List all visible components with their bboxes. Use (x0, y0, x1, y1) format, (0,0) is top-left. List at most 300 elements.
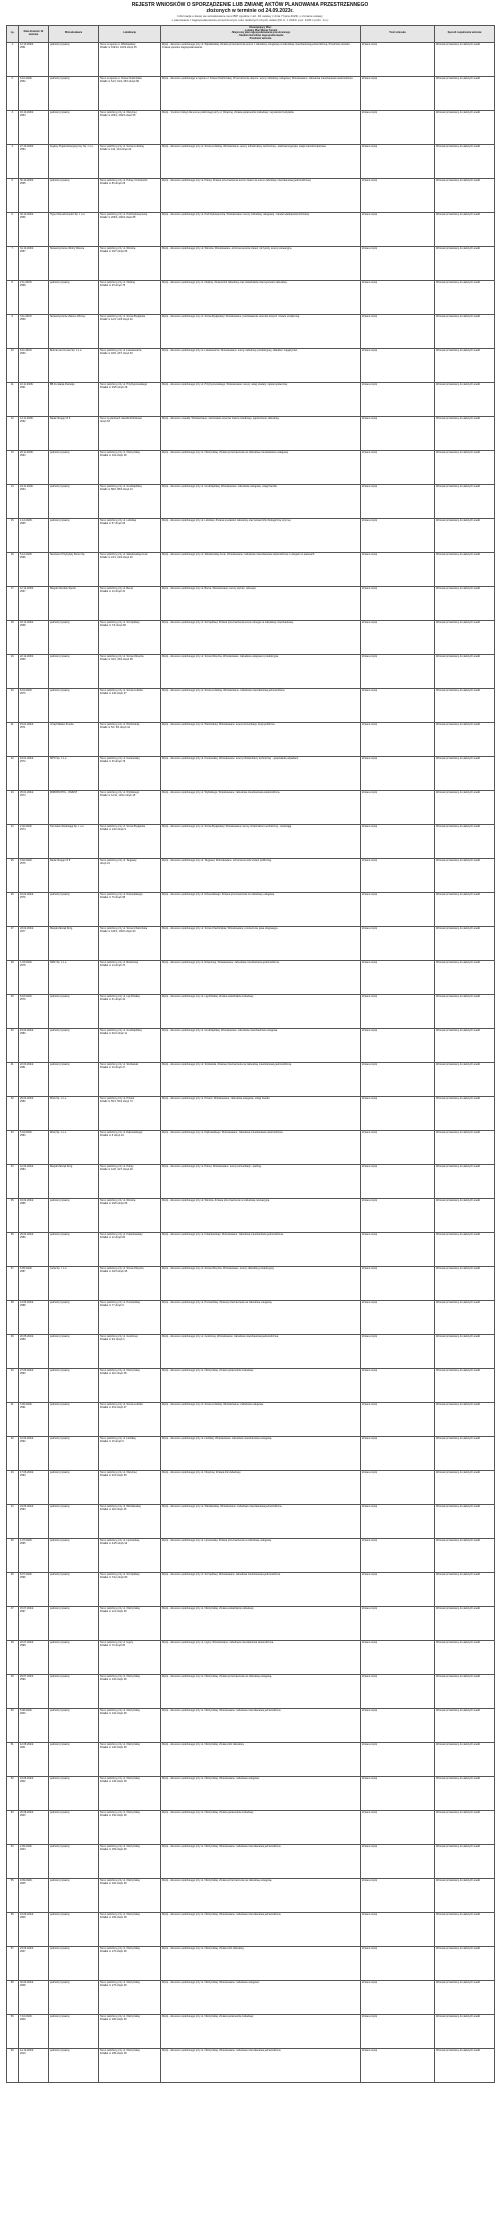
table-row (7, 688, 495, 722)
row-plots: Działki nr 24/1, 24/2 obręb 20 (100, 556, 133, 560)
cell-applicant (49, 1912, 99, 1946)
row-method: Wniosek przekazany do dalszych analiz (436, 281, 481, 285)
row-number: 2583 (20, 1134, 26, 1138)
row-plots: Działka nr 150 obręb 38 (100, 1814, 127, 1818)
row-scope: Mpzp - dla terenu położonego przy ul. Olsztyńskiej. Zmiana wskaźników zabudowy. (162, 1607, 255, 1611)
row-applicant: podmiot prywatny (50, 1369, 70, 1373)
cell-lp (7, 1368, 19, 1402)
row-content: Zmiana mpzp (362, 179, 378, 183)
cell-lp (7, 450, 19, 484)
cell-content (361, 1028, 435, 1062)
cell-method (435, 1912, 495, 1946)
row-content: Zmiana mpzp (362, 485, 378, 489)
row-number: 2579 (20, 998, 26, 1002)
cell-date (19, 1368, 49, 1402)
row-number: 2566 (20, 556, 26, 560)
cell-applicant (49, 688, 99, 722)
cell-lp (7, 2014, 19, 2048)
row-plots: Działka nr 104 obręb 38 (100, 454, 127, 458)
row-method: Wniosek przekazany do dalszych analiz (436, 859, 481, 863)
row-content: Zmiana mpzp (362, 553, 378, 557)
cell-lp (7, 1334, 19, 1368)
row-lp: 19. (10, 655, 15, 659)
table-row (7, 1776, 495, 1810)
row-content: Zmiana mpzp (362, 519, 378, 523)
cell-applicant (49, 212, 99, 246)
row-lp: 27. (10, 927, 15, 931)
cell-lp (7, 1504, 19, 1538)
table-row (7, 1334, 495, 1368)
cell-method (435, 620, 495, 654)
row-applicant: podmiot prywatny (50, 1335, 70, 1339)
row-scope: Mpzp - dla terenu położonego przy ul. Szczęśliwej. Wnioskowane: zabudowa mieszkaniowa jednorodzinna. (162, 1573, 281, 1577)
cell-method (435, 858, 495, 892)
cell-scope (161, 994, 361, 1028)
cell-scope (161, 1572, 361, 1606)
cell-location (99, 960, 161, 994)
cell-date (19, 110, 49, 144)
cell-applicant (49, 790, 99, 824)
cell-applicant (49, 110, 99, 144)
row-lp: 10. (10, 349, 15, 353)
cell-applicant (49, 1878, 99, 1912)
row-date: 6.05.2024r. (20, 1267, 33, 1271)
header-applicant: Wnioskodawca (49, 26, 99, 43)
row-applicant: Hyper Nieruchomości Sp. z o.o. (50, 213, 86, 217)
row-lp: 48. (10, 1641, 15, 1645)
cell-method (435, 1538, 495, 1572)
row-lp: 14. (10, 485, 15, 489)
cell-date (19, 824, 49, 858)
cell-scope (161, 1164, 361, 1198)
cell-scope (161, 1402, 361, 1436)
row-content: Zmiana mpzp (362, 1199, 378, 1203)
table-row (7, 1436, 495, 1470)
row-location: Teren położony przy ul. Wschodniej (100, 723, 140, 727)
cell-lp (7, 756, 19, 790)
cell-scope (161, 1130, 361, 1164)
row-content: Zmiana mpzp (362, 723, 378, 727)
row-scope: Mpzp - dla terenu położonego przy ul. Polnej. Wnioskowane: tereny komunikacji - parking. (162, 1165, 262, 1169)
row-location: Teren położony przy ul. Olsztyńskiej (100, 1675, 140, 1679)
row-location: Teren położony przy ul. Olsztyńskiej (100, 1709, 140, 1713)
row-method: Wniosek przekazany do dalszych analiz (436, 1097, 481, 1101)
cell-content (361, 416, 435, 450)
row-applicant: podmiot prywatny (50, 43, 70, 47)
row-location: Teren położony przy ul. Olsztyńskiej (100, 2049, 140, 2053)
row-location: Teren położony przy ul. Olsztyńskiej (100, 1811, 140, 1815)
row-lp: 37. (10, 1267, 15, 1271)
row-applicant: Bulman and Lucas Sp. z o.o. (50, 349, 82, 353)
row-content: Zmiana mpzp (362, 77, 378, 81)
row-lp: 7. (11, 247, 14, 251)
row-method: Wniosek przekazany do dalszych analiz (436, 451, 481, 455)
row-content: Zmiana mpzp (362, 349, 378, 353)
table-row (7, 654, 495, 688)
row-scope: Mpzp - dla terenu położonego przy ul. Szosa Lubickiej. Wnioskowane: zabudowa usługowa. (162, 1403, 264, 1407)
cell-location (99, 552, 161, 586)
row-applicant: podmiot prywatny (50, 1573, 70, 1577)
cell-scope (161, 1470, 361, 1504)
cell-content (361, 1402, 435, 1436)
row-method: Wniosek przekazany do dalszych analiz (436, 791, 481, 795)
row-lp: 32. (10, 1097, 15, 1101)
cell-lp (7, 654, 19, 688)
cell-content (361, 1776, 435, 1810)
cell-scope (161, 756, 361, 790)
row-content: Zmiana mpzp (362, 2049, 378, 2053)
row-plots: Działka nr 240 obręb 67 (100, 692, 127, 696)
row-location: Teren położony przy ul. Olsztyńskiej (100, 1913, 140, 1917)
row-date: 29.07.2024r. (20, 1675, 34, 1679)
cell-content (361, 722, 435, 756)
cell-method (435, 450, 495, 484)
row-plots: Działka nr 62/4 obręb 11 (100, 1032, 128, 1036)
row-location: Teren w rejonie ul. Szosa Chełmińska (100, 77, 142, 81)
row-number: 2598 (20, 1644, 26, 1648)
document-note (6, 15, 494, 22)
cell-method (435, 246, 495, 280)
cell-content (361, 1878, 435, 1912)
row-plots: Działki nr 33/1, 33/2 obręb 95 (100, 658, 133, 662)
row-scope: Mpzp - dla terenu położonego przy ul. Szosa Okrężna. Wnioskowane: tereny zabudowy produkcyjnej. (162, 1267, 275, 1271)
row-number: 2553 (20, 114, 26, 118)
row-plots: Działka nr 29/9 obręb 86 (100, 1202, 128, 1206)
cell-location (99, 1504, 161, 1538)
row-content: Zmiana mpzp (362, 213, 378, 217)
row-number: 2570 (20, 692, 26, 696)
row-date: 5.04.2024r. (20, 1131, 33, 1135)
cell-method (435, 280, 495, 314)
cell-date (19, 654, 49, 688)
row-applicant: podmiot prywatny (50, 2015, 70, 2019)
table-row (7, 824, 495, 858)
row-plots: Działki nr 61/1, 61/2, 66/3 obręb 89 (100, 80, 139, 84)
cell-content (361, 2048, 435, 2082)
cell-scope (161, 348, 361, 382)
row-number: 2588 (20, 1304, 26, 1308)
cell-lp (7, 144, 19, 178)
table-row (7, 314, 495, 348)
cell-lp (7, 1912, 19, 1946)
cell-lp (7, 1946, 19, 1980)
row-date: 27.05.2024r. (20, 1369, 34, 1373)
table-row (7, 1062, 495, 1096)
row-method: Wniosek przekazany do dalszych analiz (436, 1709, 481, 1713)
row-content: Zmiana mpzp (362, 1947, 378, 1951)
row-lp: 55. (10, 1879, 15, 1883)
row-location: Teren położony przy ul. Szosa Okrężna (100, 1267, 144, 1271)
table-row (7, 178, 495, 212)
cell-location (99, 1810, 161, 1844)
cell-lp (7, 1436, 19, 1470)
cell-content (361, 892, 435, 926)
row-location: Teren położony przy ul. Poznańskiej (100, 1301, 140, 1305)
row-method: Wniosek przekazany do dalszych analiz (436, 179, 481, 183)
cell-scope (161, 1606, 361, 1640)
table-header-row (7, 26, 495, 43)
cell-applicant (49, 1708, 99, 1742)
table-row (7, 484, 495, 518)
row-scope: Mpzp - dla terenu położonego przy ul. Ligi Polskiej. Zmiana wskaźników zabudowy. (162, 995, 254, 999)
row-date: 18.12.2023r. (20, 621, 34, 625)
row-location: Teren położony przy ul. Szosa Lubicka (100, 689, 143, 693)
table-row (7, 416, 495, 450)
row-applicant: MIRDOM POL - INVEST (50, 791, 78, 795)
cell-content (361, 1742, 435, 1776)
cell-lp (7, 1606, 19, 1640)
cell-lp (7, 382, 19, 416)
row-lp: 52. (10, 1777, 15, 1781)
cell-content (361, 620, 435, 654)
cell-method (435, 756, 495, 790)
row-location: Teren położony przy ul. Włocławskiej (100, 1505, 141, 1509)
cell-method (435, 2048, 495, 2082)
cell-lp (7, 552, 19, 586)
cell-date (19, 450, 49, 484)
row-lp: 26. (10, 893, 15, 897)
document-subtitle: złożonych w terminie od 24.09.2023r. (206, 7, 294, 14)
row-content: Zmiana mpzp (362, 1437, 378, 1441)
cell-applicant (49, 1096, 99, 1130)
row-lp: 28. (10, 961, 15, 965)
row-content: Zmiana mpzp (362, 1097, 378, 1101)
cell-method (435, 1606, 495, 1640)
cell-date (19, 1334, 49, 1368)
row-lp: 9. (11, 315, 14, 319)
row-applicant: podmiot prywatny (50, 179, 70, 183)
row-date: 6.10.2023r. (20, 77, 33, 81)
cell-date (19, 280, 49, 314)
cell-content (361, 994, 435, 1028)
row-content: Zmiana mpzp (362, 927, 378, 931)
row-plots: Działka nr 44/5 obręb 92 (100, 1542, 128, 1546)
row-date: 31.10.2023r. (20, 247, 34, 251)
cell-content (361, 1300, 435, 1334)
cell-location (99, 824, 161, 858)
cell-applicant (49, 450, 99, 484)
cell-location (99, 76, 161, 110)
row-location: Teren położony przy ul. Olsztyńskiej (100, 2015, 140, 2019)
row-number: 2560 (20, 352, 26, 356)
cell-content (361, 1470, 435, 1504)
row-location: Teren położony przy ul. Skłodowskiej-Curie (100, 553, 148, 557)
row-plots: Działka nr 7/12 obręb 80 (100, 1576, 128, 1580)
cell-lp (7, 1096, 19, 1130)
row-number: 2561 (20, 386, 26, 390)
cell-method (435, 1572, 495, 1606)
row-scope: Mpzp - dla terenu położonego w rejonie ul. Szosa Chełmińskiej. Przeznaczenie obecne: tereny zabudowy usługowej. Wnioskowane: zabudowa mieszkaniowa wielorodzinna. (162, 77, 354, 81)
cell-method (435, 1742, 495, 1776)
row-method: Wniosek przekazany do dalszych analiz (436, 655, 481, 659)
cell-location (99, 1912, 161, 1946)
cell-date (19, 994, 49, 1028)
table-row (7, 76, 495, 110)
cell-location (99, 280, 161, 314)
row-scope: Mpzp - dla terenu osiedla. Wnioskowane: zachowanie terenów zieleni osiedlowej, ograniczenie zabudowy. (162, 417, 280, 421)
row-method: Wniosek przekazany do dalszych analiz (436, 893, 481, 897)
row-lp: 53. (10, 1811, 15, 1815)
row-applicant: podmiot prywatny (50, 1437, 70, 1441)
row-scope: Mpzp - dla terenu położonego przy ul. Olsztyńskiej. Wnioskowane: zabudowa mieszkaniowa jednorodzinna. (162, 1709, 282, 1713)
cell-scope (161, 790, 361, 824)
cell-content (361, 348, 435, 382)
header-scope-line: - Studium kierunków zagospodarowania (237, 34, 284, 38)
row-number: 2563 (20, 454, 26, 458)
cell-date (19, 1096, 49, 1130)
cell-lp (7, 212, 19, 246)
row-method: Wniosek przekazany do dalszych analiz (436, 383, 481, 387)
row-scope: Mpzp - dla terenu położonego przy ul. Olsztyńskiej. Zmiana przeznaczenia na zabudowę usługową. (162, 1675, 272, 1679)
cell-date (19, 518, 49, 552)
cell-lp (7, 1640, 19, 1674)
row-applicant: podmiot prywatny (50, 1879, 70, 1883)
cell-date (19, 1946, 49, 1980)
row-content: Zmiana mpzp (362, 655, 378, 659)
row-number: 2559 (20, 318, 26, 322)
row-scope: Mpzp - dla terenu położonego przy ul. Wschodniej. Wnioskowane: tereny komunikacji, drogi publiczne. (162, 723, 276, 727)
cell-content (361, 1980, 435, 2014)
row-plots: Działka nr 145 obręb 38 (100, 1780, 127, 1784)
cell-content (361, 1674, 435, 1708)
row-plots: Działka nr 251 obręb 67 (100, 1406, 127, 1410)
cell-applicant (49, 1266, 99, 1300)
row-method: Wniosek przekazany do dalszych analiz (436, 1437, 481, 1441)
cell-method (435, 1096, 495, 1130)
cell-applicant (49, 518, 99, 552)
cell-lp (7, 178, 19, 212)
row-scope: Mpzp - dla terenu położonego przy ul. Olsztyńskiej. Wnioskowane: zabudowa mieszkaniowa jednorodzinna. (162, 1845, 282, 1849)
row-method: Wniosek przekazany do dalszych analiz (436, 995, 481, 999)
row-content: Zmiana mpzp (362, 1165, 378, 1169)
row-number: 2562 (20, 420, 26, 424)
cell-date (19, 1504, 49, 1538)
row-location: Teren położony przy ul. Targowej (100, 859, 137, 863)
cell-location (99, 450, 161, 484)
row-content: Zmiana mpzp (362, 689, 378, 693)
cell-date (19, 1062, 49, 1096)
row-location: Teren położony przy ul. Wybickiego (100, 791, 140, 795)
table-row (7, 1674, 495, 1708)
row-method: Wniosek przekazany do dalszych analiz (436, 1131, 481, 1135)
cell-applicant (49, 1402, 99, 1436)
row-method: Wniosek przekazany do dalszych analiz (436, 1607, 481, 1611)
cell-lp (7, 1028, 19, 1062)
cell-lp (7, 2048, 19, 2082)
cell-method (435, 1674, 495, 1708)
row-content: Zmiana mpzp (362, 1063, 378, 1067)
row-date: 27.10.2023r. (20, 145, 34, 149)
cell-applicant (49, 1606, 99, 1640)
row-plots: Działka nr 1/22 obręb 9 (100, 828, 126, 832)
row-location: Teren położony przy ul. Grudziądzkiej (100, 485, 142, 489)
cell-content (361, 1810, 435, 1844)
row-number: 2557 (20, 250, 26, 254)
cell-applicant (49, 1844, 99, 1878)
row-date: 23.02.2024r. (20, 927, 34, 931)
cell-location (99, 212, 161, 246)
row-number: 2572 (20, 760, 26, 764)
cell-location (99, 42, 161, 76)
cell-location (99, 1232, 161, 1266)
row-number: 2551 (20, 46, 26, 50)
cell-method (435, 1878, 495, 1912)
row-lp: 31. (10, 1063, 15, 1067)
row-content: Zmiana mpzp (362, 1743, 378, 1747)
cell-date (19, 722, 49, 756)
cell-date (19, 1164, 49, 1198)
row-content: Zmiana mpzp (362, 1845, 378, 1849)
row-content: Zmiana mpzp (362, 757, 378, 761)
row-plots: Działka nr 165 obręb 38 (100, 1916, 127, 1920)
cell-applicant (49, 1300, 99, 1334)
row-method: Wniosek przekazany do dalszych analiz (436, 417, 481, 421)
row-lp: 44. (10, 1505, 15, 1509)
document-note-line: Informacja o danej we wnioskowane są w BIP zgodnie z art. 92 ustawy z dnia 7 lipca 2023r. o zmianie ustawy (177, 14, 323, 19)
cell-date (19, 1028, 49, 1062)
row-method: Wniosek przekazany do dalszych analiz (436, 1981, 481, 1985)
cell-location (99, 586, 161, 620)
row-number: 2576 (20, 896, 26, 900)
row-scope: Mpzp - dla terenu położonego przy ul. Poznańskiej. Zmiana przeznaczenia na zabudowę usługową. (162, 1301, 273, 1305)
row-scope: Mpzp - dla terenu położonego przy ul. Olsztyńskiej. Zmiana parametrów zabudowy. (162, 1369, 254, 1373)
row-method: Wniosek przekazany do dalszych analiz (436, 1743, 481, 1747)
row-lp: 41. (10, 1403, 15, 1407)
cell-applicant (49, 178, 99, 212)
row-method: Wniosek przekazany do dalszych analiz (436, 689, 481, 693)
cell-method (435, 960, 495, 994)
table-row (7, 382, 495, 416)
cell-content (361, 484, 435, 518)
cell-lp (7, 348, 19, 382)
row-scope: Mpzp - dla terenu położonego przy ul. Kociewskiej. Wnioskowane: tereny infrastruktury technicznej - gospodarka odpadami. (162, 757, 299, 761)
cell-lp (7, 994, 19, 1028)
cell-method (435, 382, 495, 416)
table-row (7, 960, 495, 994)
row-plots: Działka nr 10 obręb 31 (100, 590, 126, 594)
row-plots: Działka nr 175 obręb 38 (100, 1984, 127, 1988)
row-content: Zmiana mpzp (362, 43, 378, 47)
row-plots: Działki nr 88/2, 88/3 obręb 13 (100, 488, 133, 492)
cell-applicant (49, 1436, 99, 1470)
cell-date (19, 1708, 49, 1742)
cell-content (361, 110, 435, 144)
row-lp: 33. (10, 1131, 15, 1135)
cell-method (435, 892, 495, 926)
row-location: Teren położony przy ul. Polnej (100, 1165, 134, 1169)
cell-applicant (49, 144, 99, 178)
row-location: Teren położony przy ul. Olsztyńskiej (100, 1947, 140, 1951)
row-scope: Mpzp - dla terenu położonego przy ul. Przelot. Wnioskowane: zabudowa usługowa, usługi handlu. (162, 1097, 271, 1101)
row-method: Wniosek przekazany do dalszych analiz (436, 1335, 481, 1339)
cell-scope (161, 518, 361, 552)
row-scope: Mpzp - dla terenu położonego przy ul. Olsztyńskiej. Zmiana parametrów zabudowy. (162, 2015, 254, 2019)
row-date: 2.02.2024r. (20, 825, 33, 829)
cell-location (99, 790, 161, 824)
cell-scope (161, 1742, 361, 1776)
row-number: 2574 (20, 828, 26, 832)
cell-date (19, 382, 49, 416)
row-plots: Działka nr 121 obręb 38 (100, 1610, 127, 1614)
row-content: Zmiana mpzp (362, 1403, 378, 1407)
register-table (6, 25, 495, 2083)
cell-method (435, 586, 495, 620)
row-date: 6.11.2023r. (20, 349, 33, 353)
row-applicant: podmiot prywatny (50, 655, 70, 659)
cell-lp (7, 586, 19, 620)
row-lp: 18. (10, 621, 15, 625)
row-lp: 39. (10, 1335, 15, 1339)
